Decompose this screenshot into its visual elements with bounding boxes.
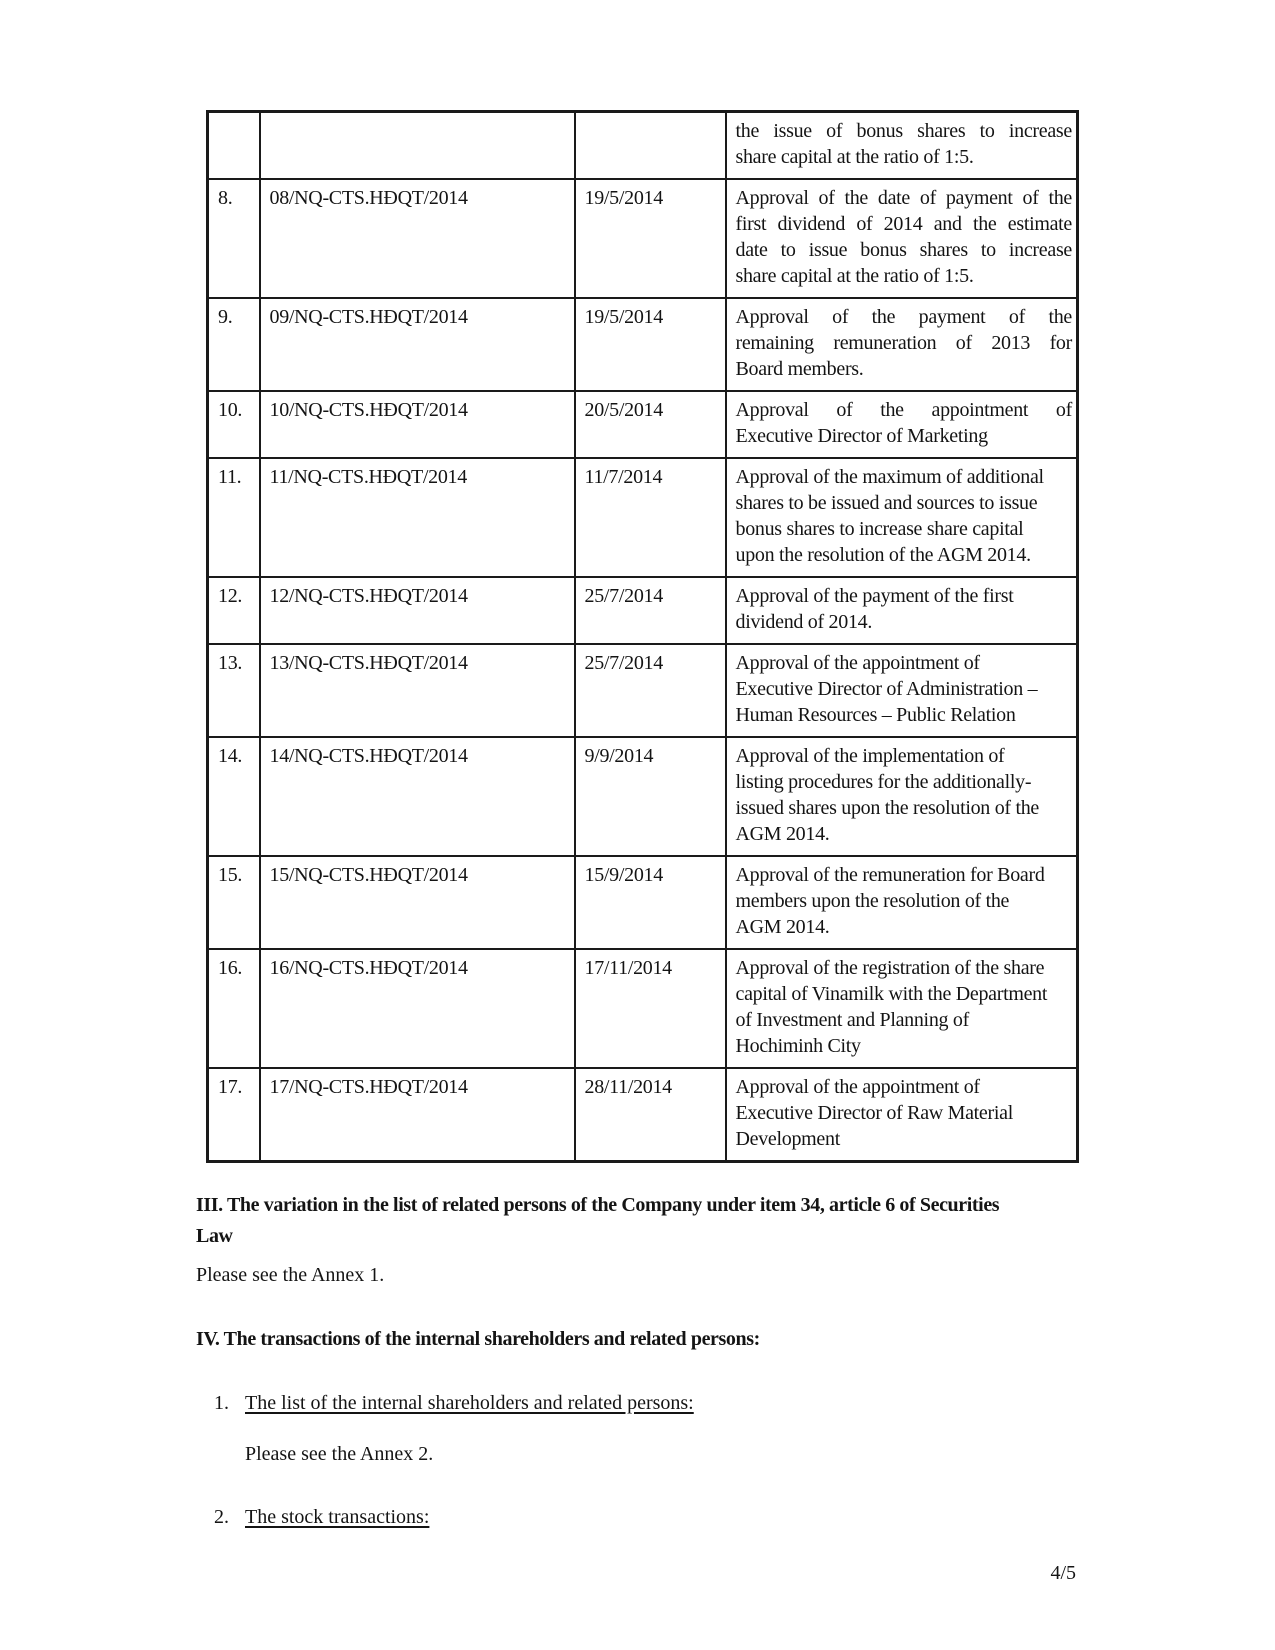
list-item xyxy=(196,1502,1080,1532)
list-item-title: The list of the internal shareholders and related persons: xyxy=(245,1392,694,1414)
cell-no: 8. xyxy=(208,179,260,298)
resolutions-table-body xyxy=(208,112,1078,1162)
section-iv-heading-text: IV. The transactions of the internal shareholders and related persons: xyxy=(196,1328,760,1350)
cell-date: 25/7/2014 xyxy=(575,577,726,644)
cell-no: 11. xyxy=(208,458,260,577)
content-line: the issue of bonus shares to increase xyxy=(735,120,1072,142)
table-row xyxy=(208,1068,1078,1162)
content-line: AGM 2014. xyxy=(735,823,830,845)
list-item-number: 1. xyxy=(214,1392,229,1414)
cell-date: 19/5/2014 xyxy=(575,298,726,391)
table-row xyxy=(208,458,1078,577)
content-line: Human Resources – Public Relation xyxy=(735,704,1016,726)
content-line: Development xyxy=(735,1128,840,1150)
content-line: Approval of the registration of the share xyxy=(735,957,1045,979)
cell-content xyxy=(726,112,1078,180)
table-row xyxy=(208,391,1078,458)
content-line: listing procedures for the additionally- xyxy=(735,771,1032,793)
list-item-title: The stock transactions: xyxy=(245,1506,430,1528)
content-line: Approval of the maximum of additional xyxy=(735,466,1044,488)
content-line: remaining remuneration of 2013 for xyxy=(735,332,1072,354)
cell-no: 9. xyxy=(208,298,260,391)
table-row xyxy=(208,737,1078,856)
content-line: first dividend of 2014 and the estimate xyxy=(735,213,1072,235)
cell-resolution-number: 15/NQ-CTS.HĐQT/2014 xyxy=(260,856,575,949)
table-row xyxy=(208,112,1078,180)
cell-resolution-number: 16/NQ-CTS.HĐQT/2014 xyxy=(260,949,575,1068)
cell-content xyxy=(726,179,1078,298)
cell-no: 14. xyxy=(208,737,260,856)
section-iii-heading xyxy=(196,1190,1080,1252)
cell-content xyxy=(726,856,1078,949)
content-line: share capital at the ratio of 1:5. xyxy=(735,146,974,168)
cell-no: 13. xyxy=(208,644,260,737)
content-line: Approval of the appointment of xyxy=(735,1076,980,1098)
heading-line: Law xyxy=(196,1225,233,1247)
cell-date: 20/5/2014 xyxy=(575,391,726,458)
heading-line: III. The variation in the list of related persons of the Company under item 34, article 6 of Securities xyxy=(196,1194,1000,1216)
cell-content xyxy=(726,298,1078,391)
table-row xyxy=(208,856,1078,949)
cell-content xyxy=(726,577,1078,644)
cell-content xyxy=(726,391,1078,458)
cell-no: 16. xyxy=(208,949,260,1068)
content-line: Executive Director of Raw Material xyxy=(735,1102,1013,1124)
list-item-body: Please see the Annex 2. xyxy=(245,1443,434,1465)
content-line: issued shares upon the resolution of the xyxy=(735,797,1039,819)
section-iv-heading xyxy=(196,1324,1080,1355)
content-line: Approval of the remuneration for Board xyxy=(735,864,1045,886)
content-line: dividend of 2014. xyxy=(735,611,873,633)
cell-no: 15. xyxy=(208,856,260,949)
resolutions-table xyxy=(206,110,1079,1163)
content-line: Approval of the appointment of xyxy=(735,399,1072,421)
cell-resolution-number: 09/NQ-CTS.HĐQT/2014 xyxy=(260,298,575,391)
cell-content xyxy=(726,949,1078,1068)
content-line: Board members. xyxy=(735,358,864,380)
section-iii-body: Please see the Annex 1. xyxy=(196,1264,385,1286)
document-body xyxy=(196,1190,1080,1532)
cell-resolution-number: 12/NQ-CTS.HĐQT/2014 xyxy=(260,577,575,644)
cell-resolution-number: 17/NQ-CTS.HĐQT/2014 xyxy=(260,1068,575,1162)
cell-resolution-number xyxy=(260,112,575,180)
page-number: 4/5 xyxy=(1050,1562,1076,1584)
cell-resolution-number: 11/NQ-CTS.HĐQT/2014 xyxy=(260,458,575,577)
cell-resolution-number: 13/NQ-CTS.HĐQT/2014 xyxy=(260,644,575,737)
content-line: Approval of the implementation of xyxy=(735,745,1005,767)
cell-date: 15/9/2014 xyxy=(575,856,726,949)
cell-resolution-number: 14/NQ-CTS.HĐQT/2014 xyxy=(260,737,575,856)
content-line: upon the resolution of the AGM 2014. xyxy=(735,544,1031,566)
table-row xyxy=(208,179,1078,298)
content-line: Approval of the payment of the xyxy=(735,306,1072,328)
content-line: of Investment and Planning of xyxy=(735,1009,969,1031)
content-line: date to issue bonus shares to increase xyxy=(735,239,1072,261)
cell-no: 12. xyxy=(208,577,260,644)
section-iv-items xyxy=(196,1388,1080,1532)
cell-date: 25/7/2014 xyxy=(575,644,726,737)
list-item xyxy=(196,1388,1080,1418)
content-line: share capital at the ratio of 1:5. xyxy=(735,265,974,287)
content-line: shares to be issued and sources to issue xyxy=(735,492,1038,514)
cell-no: 10. xyxy=(208,391,260,458)
cell-date xyxy=(575,112,726,180)
cell-content xyxy=(726,1068,1078,1162)
content-line: Approval of the appointment of xyxy=(735,652,980,674)
cell-no xyxy=(208,112,260,180)
cell-resolution-number: 08/NQ-CTS.HĐQT/2014 xyxy=(260,179,575,298)
list-item-number: 2. xyxy=(214,1506,229,1528)
content-line: Approval of the payment of the first xyxy=(735,585,1014,607)
cell-date: 28/11/2014 xyxy=(575,1068,726,1162)
content-line: Approval of the date of payment of the xyxy=(735,187,1072,209)
cell-date: 17/11/2014 xyxy=(575,949,726,1068)
content-line: Hochiminh City xyxy=(735,1035,861,1057)
content-line: members upon the resolution of the xyxy=(735,890,1010,912)
table-row xyxy=(208,644,1078,737)
table-row xyxy=(208,577,1078,644)
cell-content xyxy=(726,458,1078,577)
cell-resolution-number: 10/NQ-CTS.HĐQT/2014 xyxy=(260,391,575,458)
cell-date: 19/5/2014 xyxy=(575,179,726,298)
cell-date: 11/7/2014 xyxy=(575,458,726,577)
cell-content xyxy=(726,644,1078,737)
content-line: bonus shares to increase share capital xyxy=(735,518,1024,540)
cell-content xyxy=(726,737,1078,856)
cell-date: 9/9/2014 xyxy=(575,737,726,856)
content-line: Executive Director of Administration – xyxy=(735,678,1038,700)
content-line: Executive Director of Marketing xyxy=(735,425,988,447)
content-line: AGM 2014. xyxy=(735,916,830,938)
cell-no: 17. xyxy=(208,1068,260,1162)
table-row xyxy=(208,949,1078,1068)
table-row xyxy=(208,298,1078,391)
content-line: capital of Vinamilk with the Department xyxy=(735,983,1048,1005)
